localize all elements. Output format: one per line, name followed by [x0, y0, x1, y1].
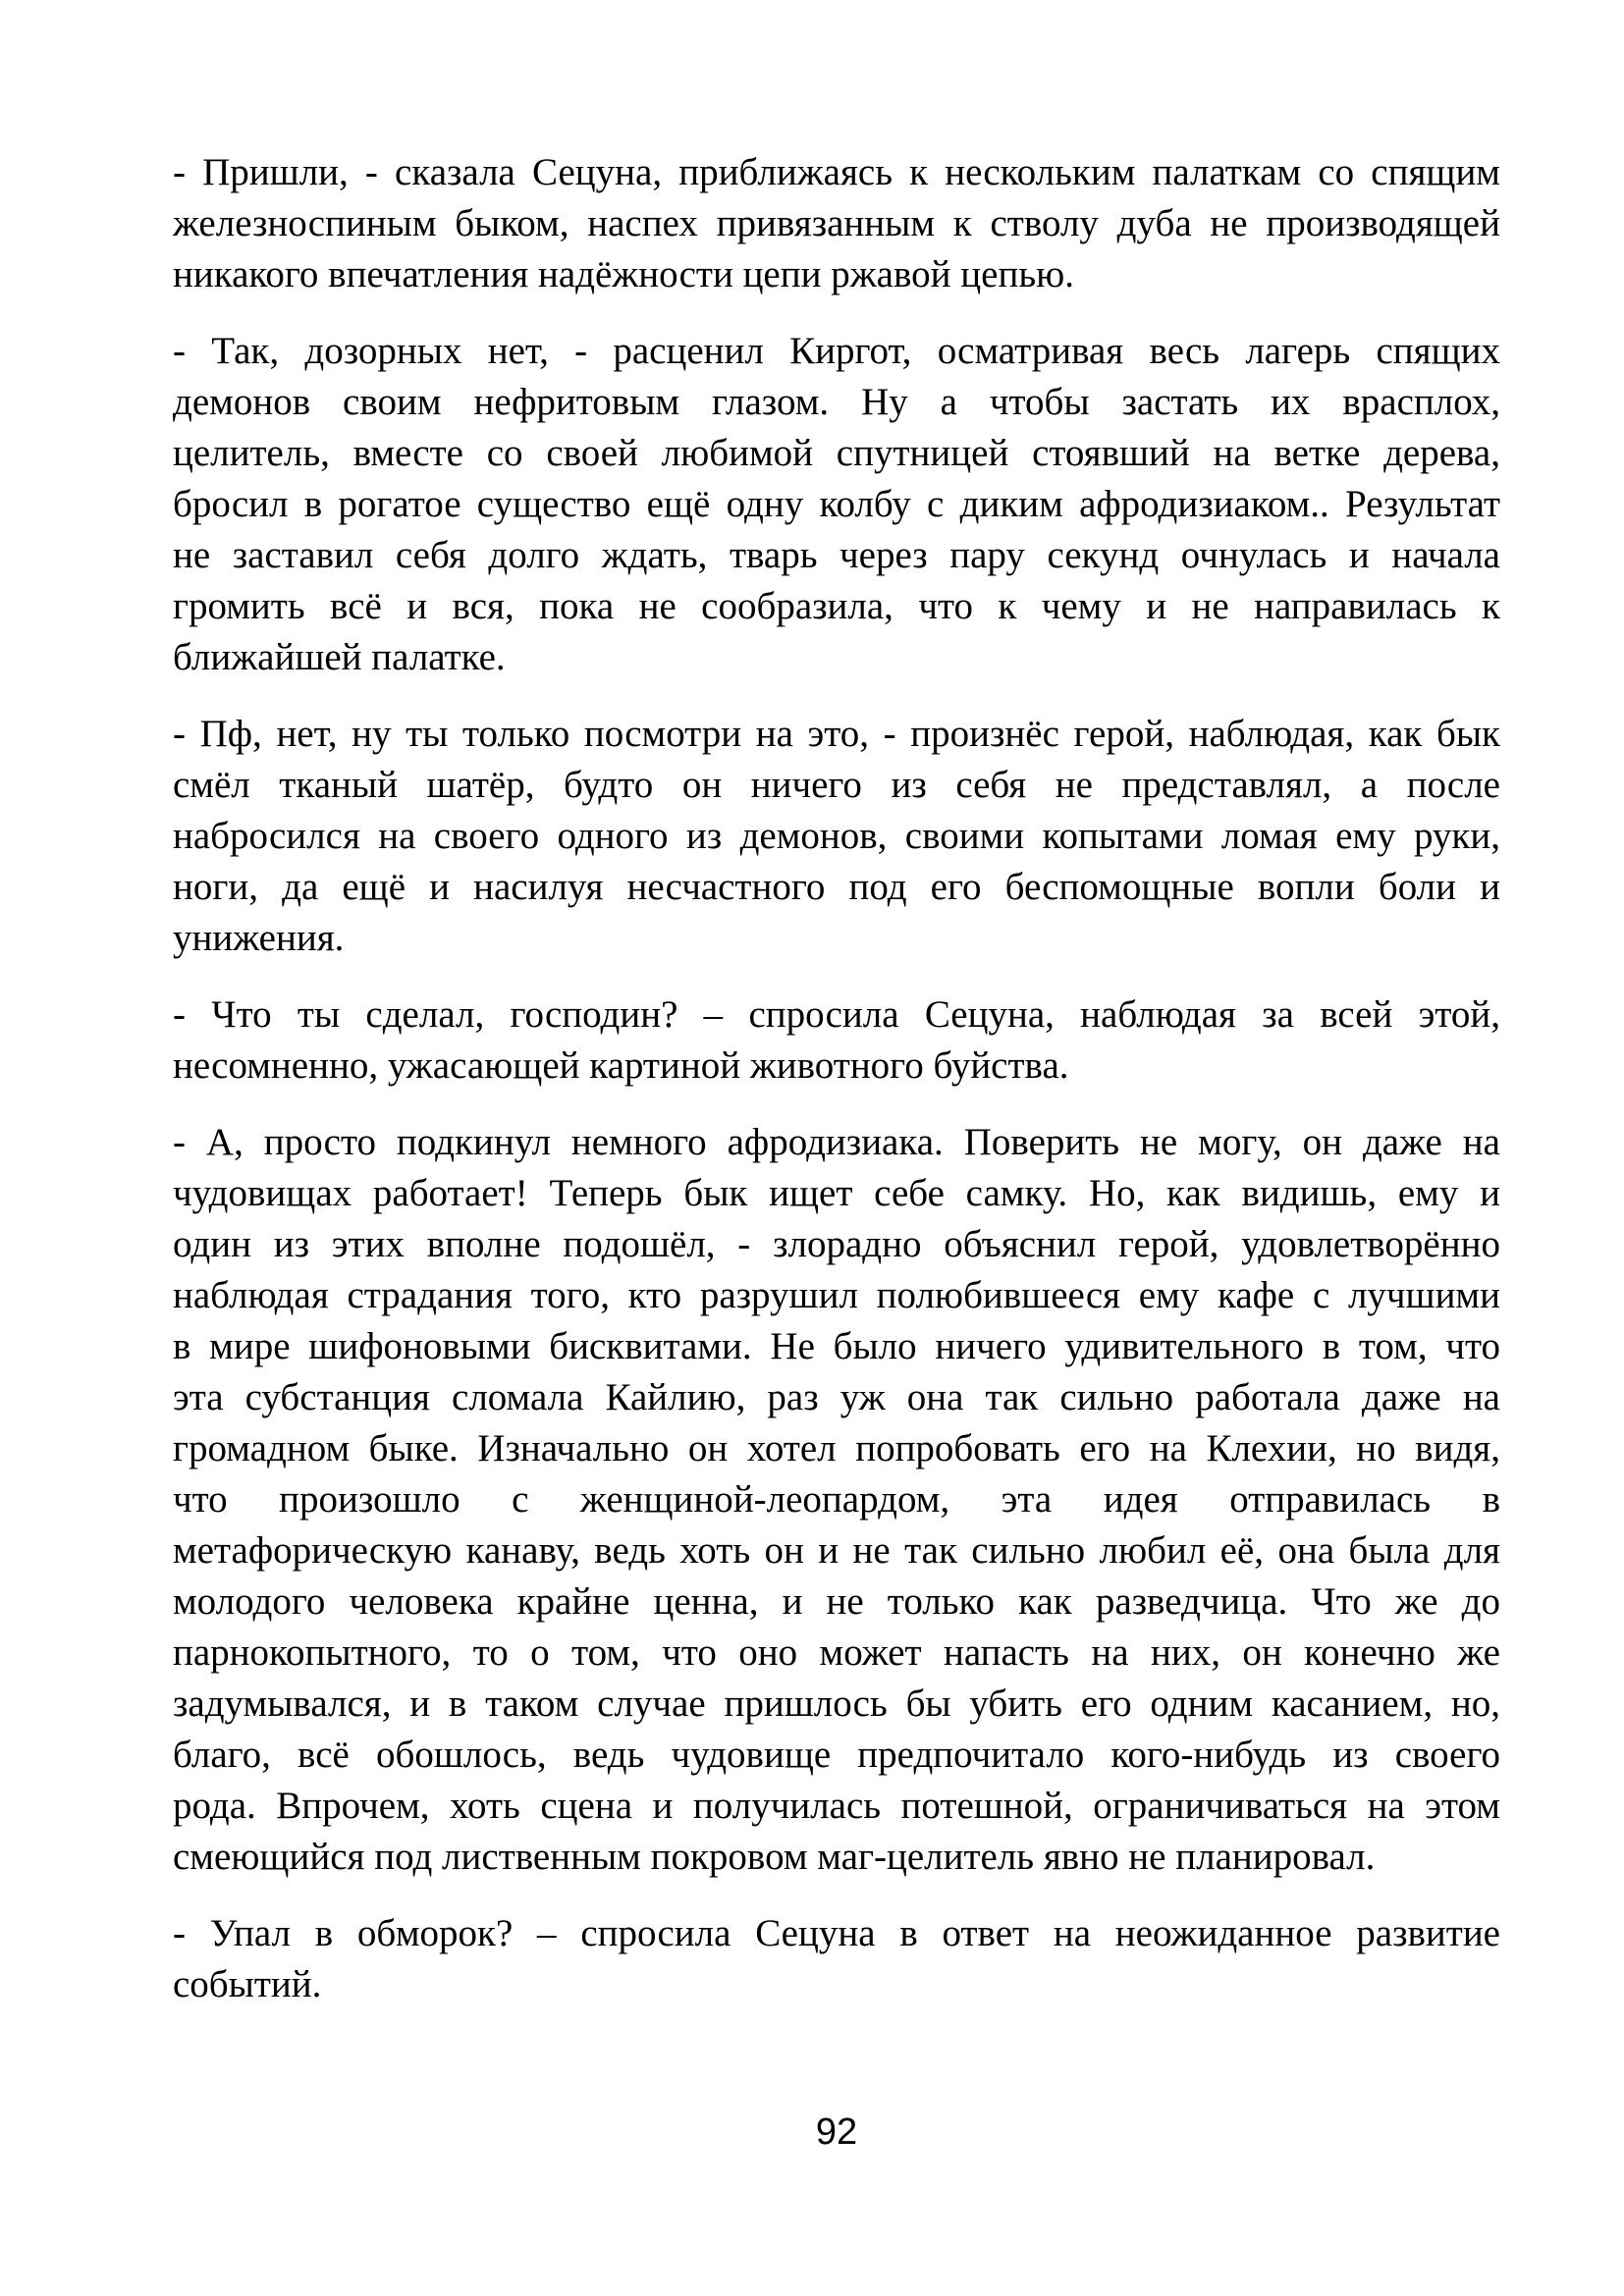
text-line: смеющийся под лиственным покровом маг-целитель явно не планировал.	[173, 1836, 1376, 1878]
text-line: - Упал в обморок? – спросила Сецуна в ответ на неожиданное развитие	[173, 1912, 1500, 1954]
text-line: наблюдая страдания того, кто разрушил полюбившееся ему кафе с лучшими	[173, 1274, 1500, 1316]
text-line: эта субстанция сломала Кайлию, раз уж она так сильно работала даже на	[173, 1376, 1500, 1418]
text-line: в мире шифоновыми бисквитами. Не было ничего удивительного в том, что	[173, 1325, 1500, 1367]
text-line: рода. Впрочем, хоть сцена и получилась потешной, ограничиваться на этом	[173, 1785, 1500, 1827]
paragraph	[173, 1908, 1500, 2010]
text-line: - Что ты сделал, господин? – спросила Сецуна, наблюдая за всей этой,	[173, 993, 1500, 1036]
text-line: громить всё и вся, пока не сообразила, что к чему и не направилась к	[173, 585, 1500, 627]
paragraph	[173, 709, 1500, 964]
text-line: метафорическую канаву, ведь хоть он и не так сильно любил её, она была для	[173, 1529, 1500, 1572]
text-line: - Так, дозорных нет, - расценил Киргот, осматривая весь лагерь спящих	[173, 330, 1500, 372]
text-line: - А, просто подкинул немного афродизиака. Поверить не могу, он даже на	[173, 1121, 1500, 1163]
text-line: бросил в рогатое существо ещё одну колбу с диким афродизиаком.. Результат	[173, 483, 1500, 525]
text-line: - Пф, нет, ну ты только посмотри на это, - произнёс герой, наблюдая, как бык	[173, 713, 1500, 755]
paragraph	[173, 1117, 1500, 1883]
text-line: событий.	[173, 1963, 322, 2005]
paragraph	[173, 147, 1500, 300]
page-footer	[173, 2110, 1500, 2154]
text-line: никакого впечатления надёжности цепи ржавой цепью.	[173, 253, 1074, 295]
paragraph	[173, 326, 1500, 683]
text-line: чудовищах работает! Теперь бык ищет себе самку. Но, как видишь, ему и	[173, 1172, 1500, 1214]
page-content	[173, 147, 1500, 2036]
text-line: громадном быке. Изначально он хотел попробовать его на Клехии, но видя,	[173, 1427, 1500, 1469]
text-line: ближайшей палатке.	[173, 636, 506, 678]
text-line: что произошло с женщиной-леопардом, эта идея отправилась в	[173, 1478, 1500, 1521]
paragraph	[173, 989, 1500, 1092]
text-line: набросился на своего одного из демонов, своими копытами ломая ему руки,	[173, 815, 1500, 857]
text-line: не заставил себя долго ждать, тварь через пару секунд очнулась и начала	[173, 534, 1500, 576]
text-line: - Пришли, - сказала Сецуна, приближаясь к нескольким палаткам со спящим	[173, 151, 1500, 193]
page-number: 92	[815, 2111, 858, 2153]
text-line: железноспиным быком, наспех привязанным к стволу дуба не производящей	[173, 202, 1500, 244]
text-line: смёл тканый шатёр, будто он ничего из себя не представлял, а после	[173, 764, 1500, 806]
text-line: ноги, да ещё и насилуя несчастного под его беспомощные вопли боли и	[173, 866, 1500, 908]
text-line: задумывался, и в таком случае пришлось бы убить его одним касанием, но,	[173, 1682, 1500, 1725]
text-line: молодого человека крайне ценна, и не только как разведчица. Что же до	[173, 1580, 1500, 1623]
text-line: один из этих вполне подошёл, - злорадно объяснил герой, удовлетворённо	[173, 1223, 1500, 1265]
text-line: благо, всё обошлось, ведь чудовище предпочитало кого-нибудь из своего	[173, 1734, 1500, 1776]
text-line: парнокопытного, то о том, что оно может напасть на них, он конечно же	[173, 1631, 1500, 1674]
text-line: унижения.	[173, 917, 345, 959]
text-line: целитель, вместе со своей любимой спутницей стоявший на ветке дерева,	[173, 432, 1500, 474]
text-line: демонов своим нефритовым глазом. Ну а чтобы застать их врасплох,	[173, 381, 1500, 423]
text-line: несомненно, ужасающей картиной животного буйства.	[173, 1044, 1069, 1087]
